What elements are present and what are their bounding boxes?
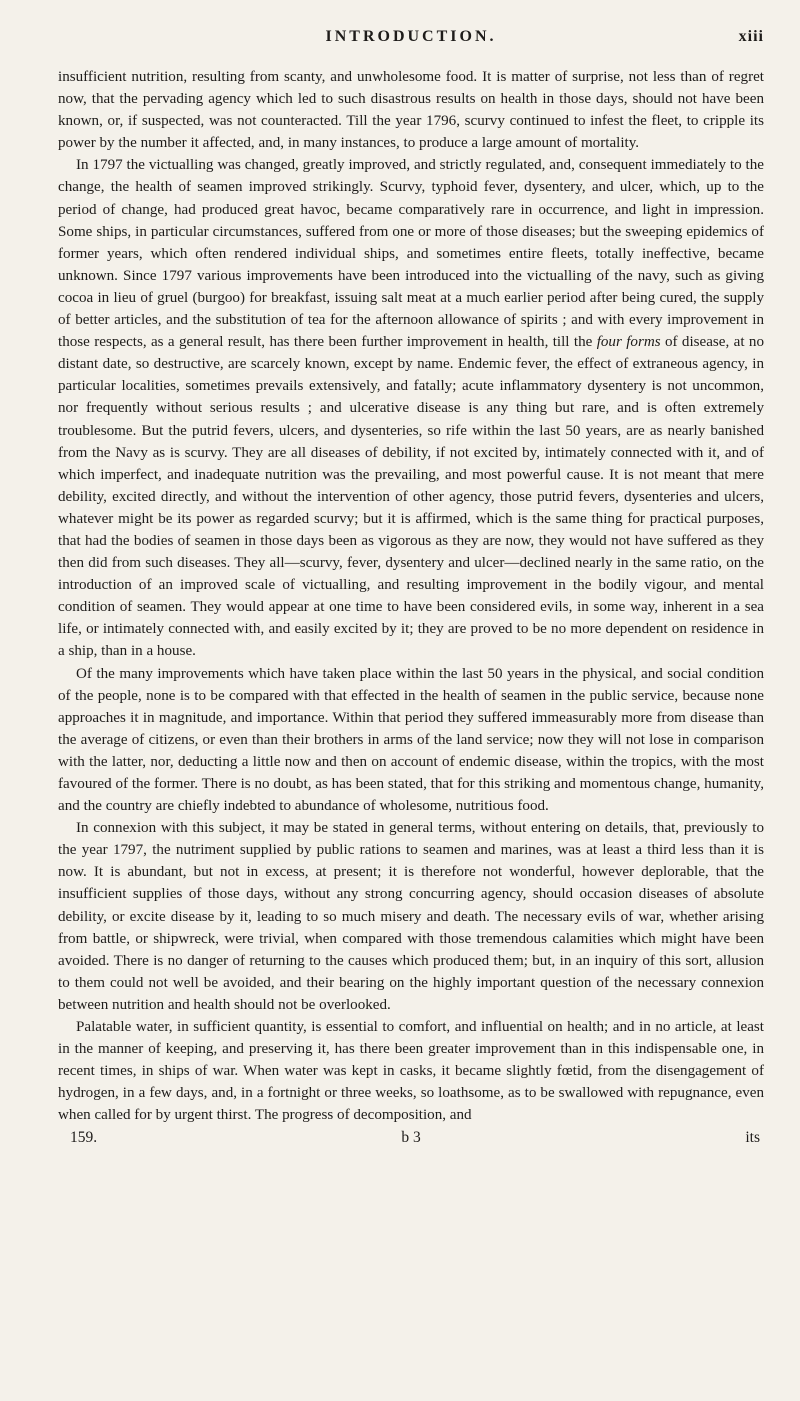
running-title: INTRODUCTION.: [325, 28, 497, 45]
emphasis-four-forms: four forms: [596, 334, 661, 351]
paragraph-1: [58, 66, 764, 154]
paragraph-4: [58, 817, 764, 1016]
paragraph-3-text: Of the many improvements which have taken place within the last 50 years in the physical, and social condition of the people, none is to be compared with that effected in the health of seamen in the public service, because none approaches it in magnitude, and importance. Within that period they suffered immeasurably more from disease than the average of citizens, or even than their brothers in arms of the land service; now they will not lose in comparison with the latter, nor, deducting a little now and then on account of endemic disease, within the tropics, with the most favoured of the former. There is no doubt, as has been stated, that for this striking and momentous change, humanity, and the country are chiefly indebted to abundance of wholesome, nutritious food.: [58, 665, 764, 815]
page-number: xiii: [738, 28, 764, 45]
catchword: its: [745, 1128, 760, 1146]
paragraph-1-text: insufficient nutrition, resulting from scanty, and unwholesome food. It is matter of surprise, not less than of regret now, that the pervading agency which led to such disastrous results on health in those days, should not have been known, or, if suspected, was not counteracted. Till the year 1796, scurvy continued to infest the fleet, to cripple its power by the number it affected, and, in many instances, to produce a large amount of mortality.: [58, 69, 764, 152]
paragraph-5: [58, 1016, 764, 1126]
paragraph-2-text-a: In 1797 the victualling was changed, greatly improved, and strictly regulated, and, consequent immediately to the change, the health of seamen improved strikingly. Scurvy, typhoid fever, dysentery, and ulcer, which, up to the period of change, had produced great havoc, became comparatively rare in occurrence, and light in impression. Some ships, in particular circumstances, suffered from one or more of those diseases; but the sweeping epidemics of former years, which often rendered individual ships, and sometimes entire fleets, totally ineffective, became unknown. Since 1797 various improvements have been introduced into the victualling of the navy, such as giving cocoa in lieu of gruel (burgoo) for breakfast, issuing salt meat at a much earlier period after being cured, the supply of better articles, and the substitution of tea for the afternoon allowance of spirits ; and with every improvement in those respects, as a general result, has there been further improvement in health, till the: [58, 157, 764, 351]
page-footer: [58, 1129, 764, 1153]
body-text: [58, 66, 764, 1127]
signature-mark: b 3: [401, 1128, 421, 1146]
running-head: [58, 24, 764, 56]
paragraph-5-text: Palatable water, in sufficient quantity, is essential to comfort, and influential on health; and in no article, at least in the manner of keeping, and preserving it, has there been greater improvement than in this indispensable one, in recent times, in ships of war. When water was kept in casks, it became slightly fœtid, from the disengagement of hydrogen, in a few days, and, in a fortnight or three weeks, so loathsome, as to be swallowed with repugnance, even when called for by urgent thirst. The progress of decomposition, and: [58, 1019, 764, 1124]
sheet-number: 159.: [70, 1128, 98, 1146]
paragraph-4-text: In connexion with this subject, it may be stated in general terms, without entering on details, that, previously to the year 1797, the nutriment supplied by public rations to seamen and marines, was at least a third less than it is now. It is abundant, but not in excess, at present; it is therefore not wonderful, however deplorable, that the insufficient supplies of those days, without any strong concurring agency, should occasion diseases of absolute debility, or excite disease by it, leading to so much misery and death. The necessary evils of war, whether arising from battle, or shipwreck, were trivial, when compared with those tremendous calamities which might have been avoided. There is no danger of returning to the causes which produced them; but, in an inquiry of this sort, allusion to them could not well be avoided, and their bearing on the highly important question of the necessary connexion between nutrition and health should not be overlooked.: [58, 820, 764, 1013]
paragraph-2-text-b: of disease, at no distant date, so destructive, are scarcely known, except by name. Endemic fever, the effect of extraneous agency, in particular localities, sometimes prevails extensively, and fatally; acute inflammatory dysentery is not uncommon, nor frequently without serious results ; and ulcerative disease is any thing but rare, and is often extremely troublesome. But the putrid fevers, ulcers, and dysenteries, so rife within the last 50 years, are as nearly banished from the Navy as is scurvy. They are all diseases of debility, if not excited by, intimately connected with it, and of which imperfect, and inadequate nutrition was the prevailing, and most powerful cause. It is not meant that mere debility, excited directly, and without the intervention of other agency, those putrid fevers, dysenteries and ulcers, whatever might be its power as regarded scurvy; but it is affirmed, which is the same thing for practical purposes, that had the bodies of seamen in those days been as vigorous as they are now, they would not have suffered as they then did from such diseases. They all—scurvy, fever, dysentery and ulcer—declined nearly in the same ratio, on the introduction of an improved scale of victualling, and resulting improvement in the bodily vigour, and mental condition of seamen. They would appear at one time to have been considered evils, in some way, inherent in a sea life, or intimately connected with, and easily excited by it; they are proved to be no more dependent on residence in a ship, than in a house.: [58, 334, 764, 660]
paragraph-2: [58, 154, 764, 662]
paragraph-3: [58, 663, 764, 818]
